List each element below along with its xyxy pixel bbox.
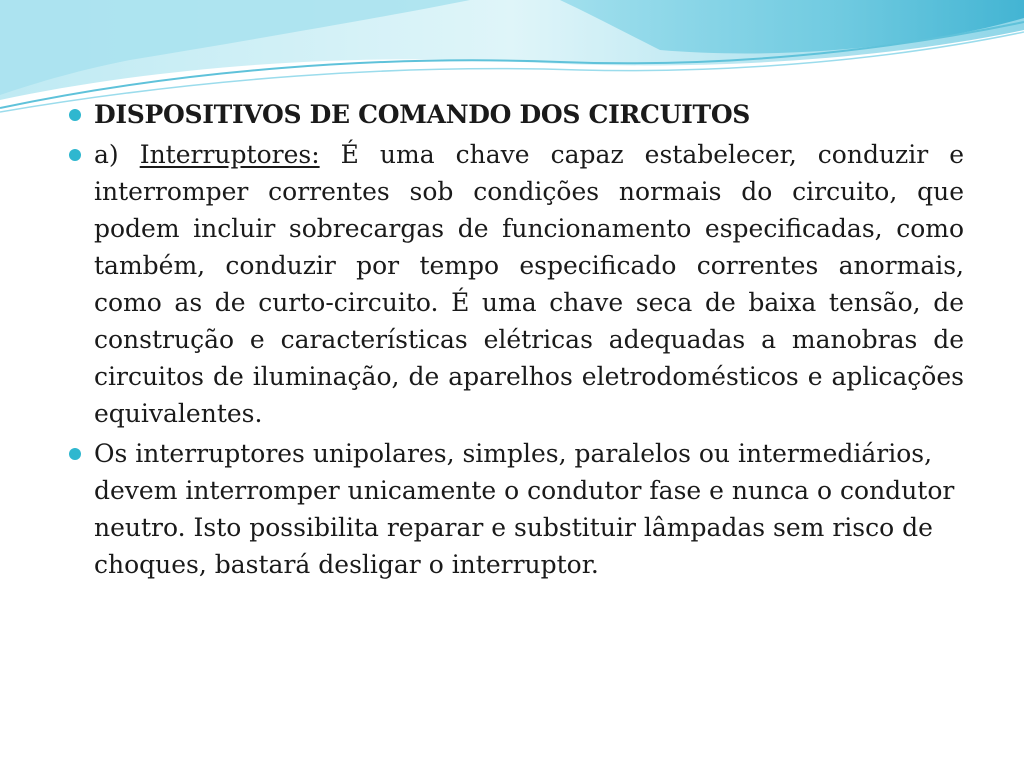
bullet-heading (66, 96, 964, 133)
usage-paragraph: Os interruptores unipolares, simples, paralelos ou intermediários, devem interromper unicamente o condutor fase e nunca o condutor neutro. Isto possibilita reparar e substituir lâmpadas sem risco de choques, bastará desligar o interruptor. (94, 439, 955, 579)
slide-content (66, 96, 964, 583)
section-heading: DISPOSITIVOS DE COMANDO DOS CIRCUITOS (94, 100, 751, 129)
bullet-marker (69, 448, 81, 460)
bullet-interruptores-definition (66, 136, 964, 432)
bullet-interruptores-usage (66, 435, 964, 583)
item-prefix: a) (94, 140, 140, 169)
term-interruptores: Interruptores: (139, 140, 320, 169)
definition-body: É uma chave capaz estabelecer, conduzir e interromper correntes sob condições normais do circuito, que podem incluir sobrecargas de funcionamento especificadas, como também, conduzir por tempo especificado correntes anormais, como as de curto-circuito. É uma chave seca de baixa tensão, de construção e características elétricas adequadas a manobras de circuitos de iluminação, de aparelhos eletrodomésticos e aplicações equivalentes. (94, 140, 964, 428)
bullet-marker (69, 109, 81, 121)
definition-paragraph (94, 136, 964, 432)
bullet-marker (69, 149, 81, 161)
